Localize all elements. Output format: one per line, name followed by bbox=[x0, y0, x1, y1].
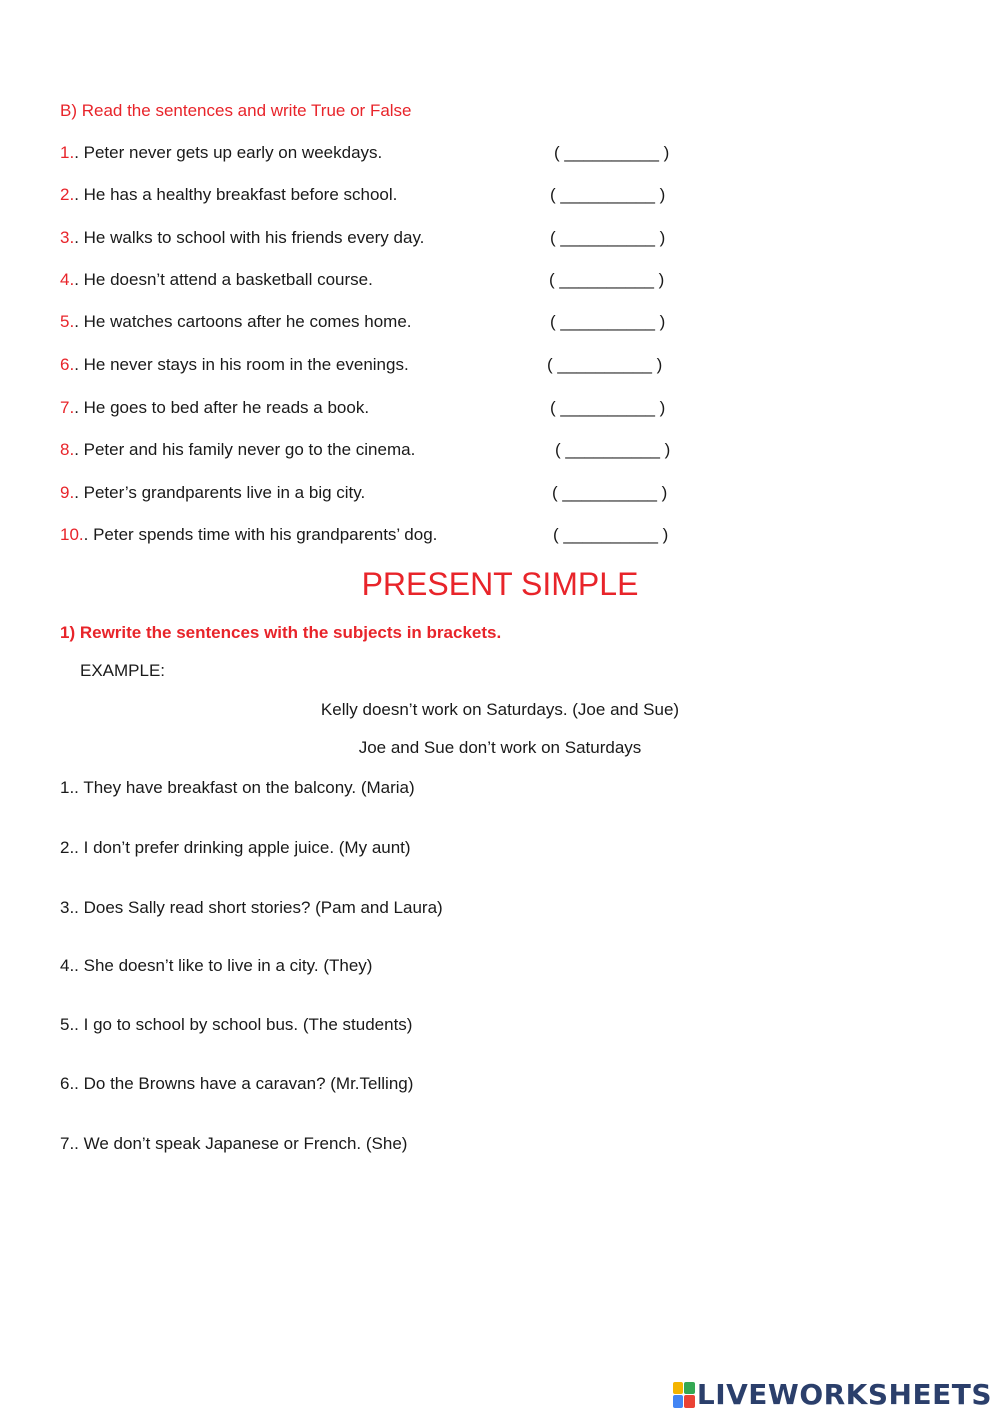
item-text: . He never stays in his room in the evenings. bbox=[74, 355, 409, 374]
item-number: 1. bbox=[60, 143, 75, 162]
list-item: 1.. They have breakfast on the balcony. (Maria) bbox=[60, 778, 415, 797]
list-item bbox=[60, 312, 412, 332]
item-number: 8. bbox=[60, 440, 75, 459]
logo-text: LIVEWORKSHEETS bbox=[696, 1378, 992, 1411]
item-number: 4. bbox=[60, 270, 75, 289]
answer-blank[interactable]: ( __________ ) bbox=[552, 483, 668, 502]
item-text: . Peter and his family never go to the cinema. bbox=[74, 440, 416, 459]
item-text: . He has a healthy breakfast before school. bbox=[74, 185, 398, 204]
example-label: EXAMPLE: bbox=[80, 661, 166, 680]
answer-blank[interactable]: ( __________ ) bbox=[549, 270, 665, 289]
list-item bbox=[60, 185, 397, 205]
instruction: 1) Rewrite the sentences with the subjects in brackets. bbox=[60, 623, 502, 642]
section-b-heading: B) Read the sentences and write True or False bbox=[60, 101, 412, 120]
list-item: 7.. We don’t speak Japanese or French. (She) bbox=[60, 1134, 408, 1153]
answer-blank[interactable]: ( __________ ) bbox=[553, 525, 669, 544]
item-number: 9. bbox=[60, 483, 75, 502]
item-text: . He walks to school with his friends every day. bbox=[74, 228, 425, 247]
list-item bbox=[60, 228, 424, 248]
list-item: 4.. She doesn’t like to live in a city. (They) bbox=[60, 956, 373, 975]
list-item bbox=[60, 398, 369, 418]
liveworksheets-logo bbox=[673, 1378, 992, 1411]
item-number: 7. bbox=[60, 398, 75, 417]
answer-blank[interactable]: ( __________ ) bbox=[547, 355, 663, 374]
item-text: . Peter never gets up early on weekdays. bbox=[74, 143, 383, 162]
answer-blank[interactable]: ( __________ ) bbox=[550, 398, 666, 417]
item-text: . He doesn’t attend a basketball course. bbox=[74, 270, 373, 289]
item-number: 2. bbox=[60, 185, 75, 204]
list-item bbox=[60, 355, 409, 375]
item-number: 10. bbox=[60, 525, 84, 544]
list-item bbox=[60, 440, 415, 460]
item-text: . He goes to bed after he reads a book. bbox=[74, 398, 370, 417]
answer-blank[interactable]: ( __________ ) bbox=[550, 228, 666, 247]
list-item bbox=[60, 483, 365, 503]
list-item: 6.. Do the Browns have a caravan? (Mr.Telling) bbox=[60, 1074, 414, 1093]
item-number: 3. bbox=[60, 228, 75, 247]
answer-blank[interactable]: ( __________ ) bbox=[554, 143, 670, 162]
answer-blank[interactable]: ( __________ ) bbox=[555, 440, 671, 459]
list-item bbox=[60, 270, 373, 290]
example-answer: Joe and Sue don’t work on Saturdays bbox=[358, 738, 642, 757]
answer-blank[interactable]: ( __________ ) bbox=[550, 312, 666, 331]
item-number: 6. bbox=[60, 355, 75, 374]
answer-blank[interactable]: ( __________ ) bbox=[550, 185, 666, 204]
example-sentence: Kelly doesn’t work on Saturdays. (Joe and Sue) bbox=[320, 700, 680, 719]
item-text: . He watches cartoons after he comes home. bbox=[74, 312, 412, 331]
list-item: 3.. Does Sally read short stories? (Pam and Laura) bbox=[60, 898, 443, 917]
item-number: 5. bbox=[60, 312, 75, 331]
section-title: PRESENT SIMPLE bbox=[361, 566, 639, 602]
list-item: 5.. I go to school by school bus. (The students) bbox=[60, 1015, 413, 1034]
list-item: 2.. I don’t prefer drinking apple juice. (My aunt) bbox=[60, 838, 411, 857]
logo-icon bbox=[673, 1382, 695, 1408]
list-item bbox=[60, 525, 437, 545]
item-text: . Peter’s grandparents live in a big city. bbox=[74, 483, 366, 502]
list-item bbox=[60, 143, 382, 163]
item-text: . Peter spends time with his grandparents’ dog. bbox=[83, 525, 438, 544]
